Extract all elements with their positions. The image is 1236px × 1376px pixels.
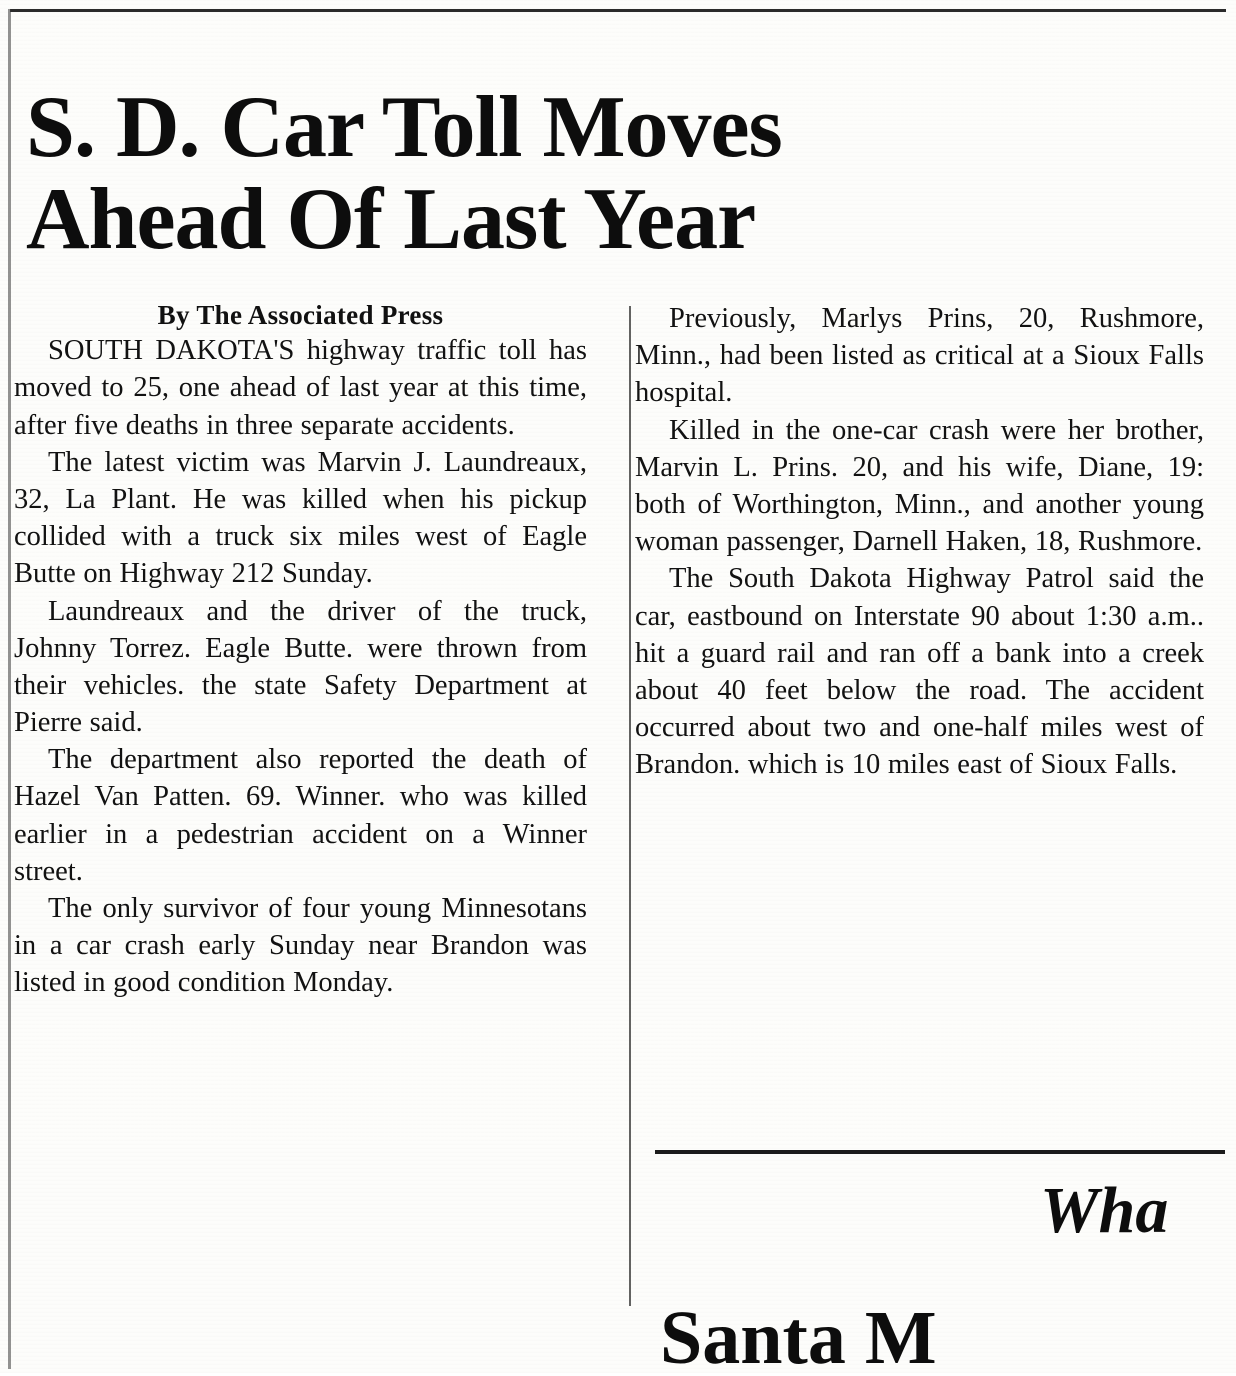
teaser-divider bbox=[655, 1150, 1225, 1154]
paragraph: The latest victim was Marvin J. Laundreaux, 32, La Plant. He was killed when his pickup collided with a truck six miles west of Eagle Butte on Highway 212 Sunday. bbox=[14, 446, 587, 590]
article-headline bbox=[26, 78, 1216, 269]
headline-line-2: Ahead Of Last Year bbox=[26, 171, 756, 269]
paragraph: The department also reported the death of Hazel Van Patten. 69. Winner. who was killed earlier in a pedestrian accident on a Winner street. bbox=[14, 744, 587, 887]
paragraph: SOUTH DAKOTA'S highway traffic toll has moved to 25, one ahead of last year at this time, after five deaths in three separate accidents. bbox=[14, 335, 587, 441]
paragraph: The South Dakota Highway Patrol said the car, eastbound on Interstate 90 about 1:30 a.m.. hit a guard rail and ran off a bank into a creek about 40 feet below the road. The accident occurred about two and one-half miles west of Brandon. which is 10 miles east of Sioux Falls. bbox=[635, 563, 1204, 781]
headline-line-1: S. D. Car Toll Moves bbox=[26, 78, 782, 176]
top-rule-divider bbox=[10, 9, 1226, 12]
paragraph: Laundreaux and the driver of the truck, Johnny Torrez. Eagle Butte. were thrown from their vehicles. the state Safety Department at Pierre said. bbox=[14, 595, 587, 739]
teaser-headline-line-1: Wha bbox=[1040, 1178, 1169, 1244]
byline: By The Associated Press bbox=[157, 300, 444, 330]
teaser-headline-line-2: Santa M bbox=[660, 1300, 937, 1376]
paragraph: Killed in the one-car crash were her brother, Marvin L. Prins. 20, and his wife, Diane, 19: both of Worthington, Minn., and another young woman passenger, Darnell Haken, 18, Rushmore. bbox=[635, 414, 1204, 558]
paragraph: Previously, Marlys Prins, 20, Rushmore, Minn., had been listed as critical at a Sioux Falls hospital. bbox=[635, 303, 1204, 409]
left-column bbox=[14, 300, 609, 1360]
paragraph: The only survivor of four young Minnesotans in a car crash early Sunday near Brandon was listed in good condition Monday. bbox=[14, 893, 587, 999]
left-edge-rule bbox=[8, 9, 11, 1369]
